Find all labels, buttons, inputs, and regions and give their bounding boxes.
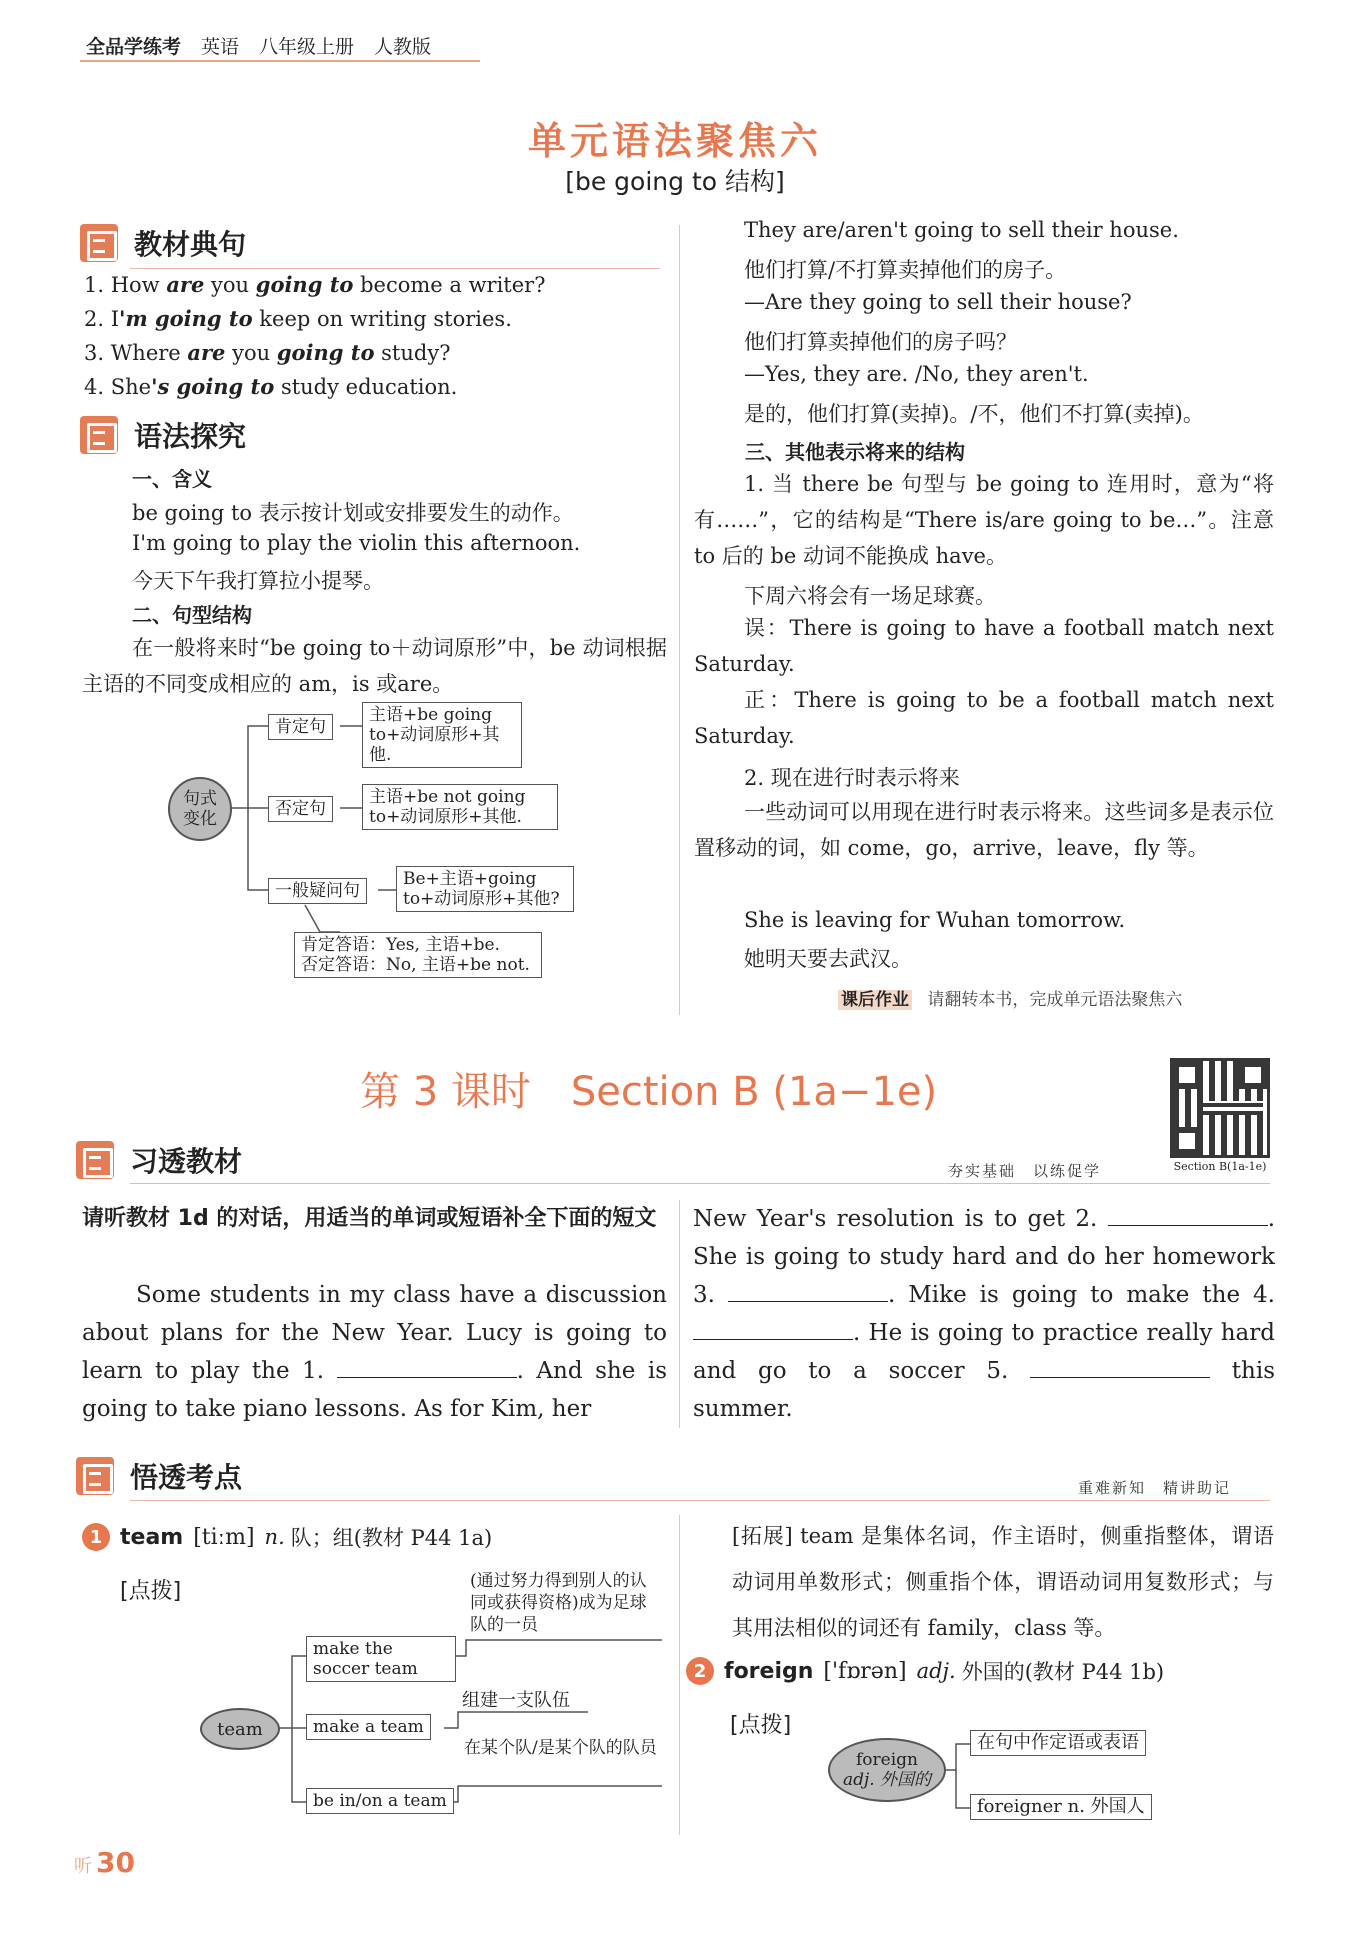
subheading-meaning: 一、含义	[132, 467, 212, 491]
tip-label: [点拨]	[120, 1579, 182, 1604]
team-branch-1-zh: (通过努力得到别人的认同或获得资格)成为足球队的一员	[470, 1571, 647, 1635]
passage-text: New Year's resolution is to get 2.	[693, 1206, 1108, 1232]
homework-text: 请翻转本书，完成单元语法聚焦六	[927, 990, 1183, 1010]
passage-text: . He is going to practice really hard and go to a soccer 5.	[693, 1320, 1275, 1384]
book-name: 全品学练考	[86, 36, 182, 58]
node-question: 一般疑问句	[268, 878, 367, 904]
foreign-map-pos: adj. 外国的	[842, 1770, 932, 1790]
answer-no: 否定答语：No, 主语+be not.	[301, 955, 530, 975]
sentence-text: keep on writing stories.	[252, 307, 512, 331]
sentence-text: 4. She	[84, 375, 152, 399]
meaning-text: be going to 表示按计划或安排要发生的动作。	[132, 501, 574, 525]
sentence-key-phrase: 'm going to	[119, 306, 253, 331]
answer-yes: 肯定答语：Yes, 主语+be.	[301, 935, 500, 955]
right-example: 正：There is going to be a football match next Saturday.	[694, 688, 1274, 748]
entry-phonetic: [tiːm]	[193, 1524, 255, 1550]
section-title: 教材典句	[134, 228, 247, 261]
sentence-text: 2. I	[84, 307, 120, 331]
passage-text: this summer.	[693, 1358, 1276, 1422]
expand-note: [拓展] team 是集体名词，作主语时，侧重指整体，谓语动词用单数形式；侧重指个体，谓语动词用复数形式；与其用法相似的词还有 family，class 等。	[732, 1524, 1274, 1640]
passage-text: . And she is going to take piano lessons. As for Kim, her	[82, 1358, 668, 1422]
tip-label: [点拨]	[730, 1713, 792, 1738]
sentence-text: 3. Where	[84, 341, 188, 365]
sentence-text: become a writer?	[353, 273, 546, 297]
foreign-branch-1: 在句中作定语或表语	[970, 1730, 1146, 1756]
example-zh: 今天下午我打算拉小提琴。	[132, 569, 384, 593]
subheading-other-future: 三、其他表示将来的结构	[745, 440, 965, 464]
team-branch-3: be in/on a team	[306, 1788, 454, 1814]
continuous-heading: 2. 现在进行时表示将来	[744, 766, 960, 790]
entry-pos: adj.	[916, 1659, 956, 1683]
section-tags: 夯实基础 以练促学	[948, 1162, 1102, 1180]
foreign-map-center	[828, 1738, 946, 1802]
page-number	[74, 1846, 135, 1879]
example-line-zh: 他们打算/不打算卖掉他们的房子。	[744, 258, 1067, 282]
example-line-zh: 他们打算卖掉他们的房子吗？	[744, 330, 1017, 354]
entry-number: 1	[82, 1523, 110, 1551]
sentence-text: you	[225, 341, 277, 365]
rule-negative: 主语+be not going to+动词原形+其他.	[362, 784, 558, 830]
foreign-branch-2: foreigner n. 外国人	[970, 1794, 1152, 1820]
there-be-rule: 1. 当 there be 句型与 be going to 连用时，意为“将有……”，它的结构是“There is/are going to be…”。注意 to 后的 be 动词不能换成 have。	[694, 472, 1274, 568]
map-center-label: 句式变化	[183, 789, 217, 829]
example-line-en: They are/aren't going to sell their house.	[744, 218, 1179, 242]
subject: 英语	[201, 36, 240, 58]
unit-title: 单元语法聚焦六	[527, 119, 822, 163]
continuous-rule: 一些动词可以用现在进行时表示将来。这些词多是表示位置移动的词，如 come，go，arrive，leave，fly 等。	[694, 800, 1274, 860]
entry-number: 2	[686, 1657, 714, 1685]
section-title: 悟透考点	[130, 1461, 243, 1494]
entry-phonetic: ['fɒrən]	[823, 1658, 907, 1684]
sentence-text: study education.	[274, 375, 458, 399]
homework-label: 课后作业	[838, 990, 912, 1010]
structure-text: 在一般将来时“be going to＋动词原形”中，be 动词根据主语的不同变成相应的 am，is 或are。	[82, 636, 667, 696]
example-en: I'm going to play the violin this afternoon.	[132, 531, 581, 555]
passage-text: Some students in my class have a discussion about plans for the New Year. Lucy is going to learn to play the 1.	[82, 1282, 667, 1384]
sentence-key-phrase: going to	[255, 272, 354, 297]
team-branch-3-zh: 在某个队/是某个队的队员	[464, 1738, 657, 1758]
rule-affirmative: 主语+be going to+动词原形+其他.	[362, 702, 522, 768]
wrong-example: 误：There is going to have a football match next Saturday.	[694, 616, 1274, 676]
entry-pos: n.	[264, 1525, 285, 1549]
node-affirmative: 肯定句	[268, 714, 333, 740]
continuous-example-zh: 她明天要去武汉。	[744, 947, 912, 971]
grade: 八年级上册	[259, 36, 355, 58]
entry-meaning: 队；组(教材 P44 1a)	[290, 1526, 493, 1550]
page-prefix: 听	[74, 1856, 92, 1877]
lesson-title: 第 3 课时 Section B (1a−1e)	[360, 1069, 938, 1115]
section-tags: 重难新知 精讲助记	[1078, 1479, 1232, 1497]
section-title: 语法探究	[134, 420, 247, 453]
example-line-en: —Are they going to sell their house?	[744, 290, 1132, 314]
sentence-text: study?	[374, 341, 451, 365]
there-be-example-zh: 下周六将会有一场足球赛。	[744, 584, 996, 608]
passage-text: . Mike is going to make the 4.	[887, 1282, 1275, 1308]
edition: 人教版	[374, 36, 432, 58]
section-title: 习透教材	[130, 1145, 243, 1178]
team-branch-2: make a team	[306, 1714, 431, 1740]
unit-subtitle: [be going to 结构]	[565, 167, 785, 196]
entry-word: foreign	[724, 1658, 814, 1684]
node-negative: 否定句	[268, 796, 333, 822]
subheading-structure: 二、句型结构	[132, 603, 252, 627]
listening-instruction: 请听教材 1d 的对话，用适当的单词或短语补全下面的短文	[82, 1206, 657, 1231]
sentence-key-phrase: 's going to	[151, 374, 275, 399]
sentence-text: 1. How	[84, 273, 167, 297]
page-value: 30	[96, 1846, 135, 1879]
team-branch-2-zh: 组建一支队伍	[462, 1690, 570, 1711]
qr-caption: Section B(1a-1e)	[1173, 1160, 1267, 1173]
team-map-center-label: team	[217, 1718, 263, 1740]
entry-meaning: 外国的(教材 P44 1b)	[961, 1660, 1165, 1684]
sentence-text: you	[204, 273, 256, 297]
sentence-key-phrase: are	[166, 272, 205, 297]
continuous-example-en: She is leaving for Wuhan tomorrow.	[744, 908, 1126, 932]
foreign-map-word: foreign	[856, 1750, 918, 1770]
sentence-key-phrase: going to	[276, 340, 375, 365]
example-line-zh: 是的，他们打算(卖掉)。/不，他们不打算(卖掉)。	[744, 402, 1204, 426]
rule-question: Be+主语+going to+动词原形+其他?	[396, 866, 574, 912]
example-line-en: —Yes, they are. /No, they aren't.	[744, 362, 1089, 386]
sentence-key-phrase: are	[187, 340, 226, 365]
entry-word: team	[120, 1524, 184, 1550]
passage-text: . She is going to study hard and do her homework 3.	[693, 1206, 1275, 1308]
team-branch-1: make the soccer team	[306, 1636, 456, 1682]
